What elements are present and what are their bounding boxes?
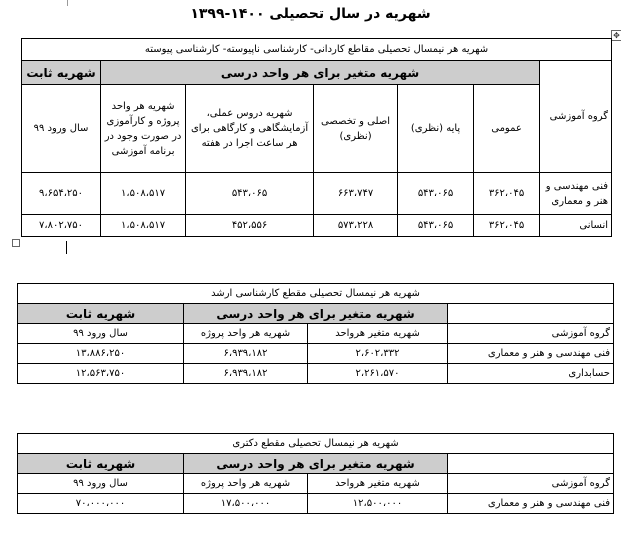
table-row (22, 173, 612, 215)
value-cell: ۱،۵۰۸،۵۱۷ (101, 173, 186, 215)
value-cell: ۶۶۳،۷۴۷ (314, 173, 398, 215)
column-header-practical: شهریه دروس عملی، آزمایشگاهی و کارگاهی برای هر ساعت اجرا در هفته (186, 85, 314, 173)
variable-tuition-header: شهریه متغیر برای هر واحد درسی (184, 454, 448, 474)
column-header-project: شهریه هر واحد پروژه (184, 324, 308, 344)
value-cell: ۳۶۲،۰۴۵ (474, 215, 540, 237)
group-cell: فنی مهندسی و هنر و معماری (448, 344, 614, 364)
column-header-project: شهریه هر واحد پروژه (184, 474, 308, 494)
group-cell: انسانی (540, 215, 612, 237)
value-cell: ۱۷،۵۰۰،۰۰۰ (184, 494, 308, 514)
group-cell: حسابداری (448, 364, 614, 384)
column-header-main: اصلی و تخصصی (نظری) (314, 85, 398, 173)
value-cell: ۹،۶۵۴،۲۵۰ (22, 173, 101, 215)
value-cell: ۷۰،۰۰۰،۰۰۰ (18, 494, 184, 514)
value-cell: ۶،۹۳۹،۱۸۲ (184, 364, 308, 384)
column-header-group: گروه آموزشی (448, 474, 614, 494)
column-header-fixed: سال ورود ۹۹ (18, 474, 184, 494)
value-cell: ۲،۶۰۲،۳۳۲ (308, 344, 448, 364)
table-row (22, 215, 612, 237)
tuition-table-masters (17, 283, 614, 384)
variable-tuition-header: شهریه متغیر برای هر واحد درسی (184, 304, 448, 324)
value-cell: ۷،۸۰۲،۷۵۰ (22, 215, 101, 237)
table-caption: شهریه هر نیمسال تحصیلی مقطع کارشناسی ارشد (18, 284, 614, 304)
table-resize-handle[interactable] (12, 239, 20, 247)
value-cell: ۲،۲۶۱،۵۷۰ (308, 364, 448, 384)
value-cell: ۱۲،۵۰۰،۰۰۰ (308, 494, 448, 514)
value-cell: ۵۴۳،۰۶۵ (398, 173, 474, 215)
fixed-tuition-header: شهریه ثابت (22, 61, 101, 85)
tuition-table-bachelor (21, 38, 612, 237)
variable-tuition-header: شهریه متغیر برای هر واحد درسی (101, 61, 540, 85)
value-cell: ۱۲،۵۶۳،۷۵۰ (18, 364, 184, 384)
value-cell: ۵۴۳،۰۶۵ (398, 215, 474, 237)
value-cell: ۱۳،۸۸۶،۲۵۰ (18, 344, 184, 364)
value-cell: ۶،۹۳۹،۱۸۲ (184, 344, 308, 364)
table-caption: شهریه هر نیمسال تحصیلی مقاطع کاردانی- کارشناسی ناپیوسته- کارشناسی پیوسته (22, 39, 612, 61)
page-title: شهریه در سال تحصیلی ۱۴۰۰-۱۳۹۹ (190, 6, 431, 22)
table-caption: شهریه هر نیمسال تحصیلی مقطع دکتری (18, 434, 614, 454)
column-header-group: گروه آموزشی (540, 61, 612, 173)
value-cell: ۱،۵۰۸،۵۱۷ (101, 215, 186, 237)
fixed-tuition-header: شهریه ثابت (18, 454, 184, 474)
column-header-variable: شهریه متغیر هرواحد (308, 324, 448, 344)
column-header-fixed: سال ورود ۹۹ (22, 85, 101, 173)
column-header-base: پایه (نظری) (398, 85, 474, 173)
value-cell: ۴۵۲،۵۵۶ (186, 215, 314, 237)
text-cursor (66, 241, 67, 254)
column-header-fixed: سال ورود ۹۹ (18, 324, 184, 344)
empty-cell (448, 304, 614, 324)
value-cell: ۵۷۳،۲۲۸ (314, 215, 398, 237)
table-row (18, 344, 614, 364)
empty-cell (448, 454, 614, 474)
column-header-general: عمومی (474, 85, 540, 173)
fixed-tuition-header: شهریه ثابت (18, 304, 184, 324)
table-move-handle-icon[interactable]: ✥ (611, 30, 621, 41)
column-header-project: شهریه هر واحد پروژه و کارآموزی در صورت وجود در برنامه آموزشی (101, 85, 186, 173)
value-cell: ۳۶۲،۰۴۵ (474, 173, 540, 215)
group-cell: فنی مهندسی و هنر و معماری (540, 173, 612, 215)
table-row (18, 364, 614, 384)
column-header-group: گروه آموزشی (448, 324, 614, 344)
value-cell: ۵۴۳،۰۶۵ (186, 173, 314, 215)
column-header-variable: شهریه متغیر هرواحد (308, 474, 448, 494)
tuition-table-phd (17, 433, 614, 514)
group-cell: فنی مهندسی و هنر و معماری (448, 494, 614, 514)
table-row (18, 494, 614, 514)
